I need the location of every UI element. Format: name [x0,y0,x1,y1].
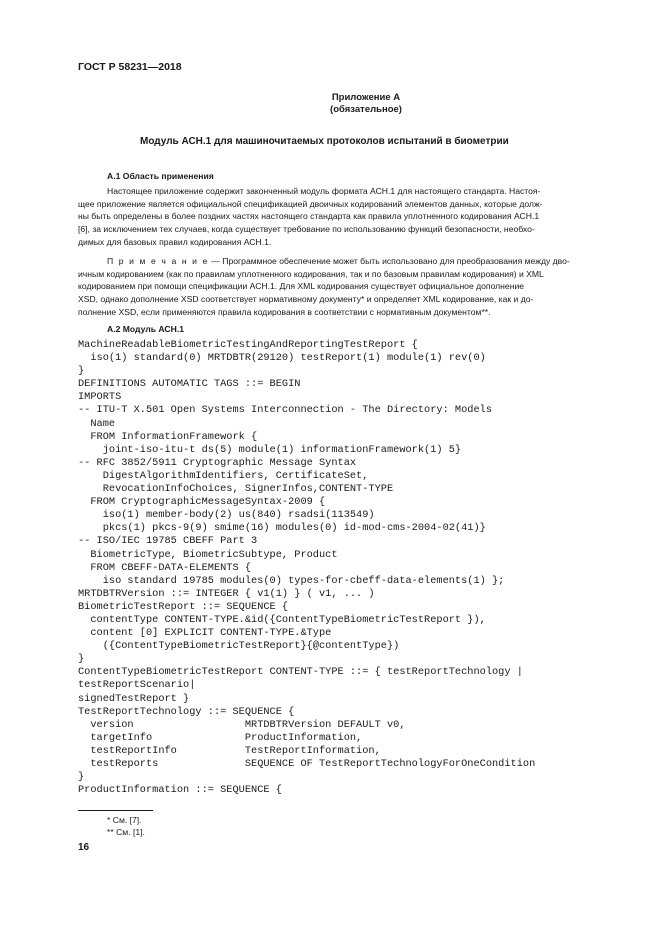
note-line: XSD, однако дополнение XSD соответствует нормативному документу* и определяет XML кодирование, как и до- [78,294,534,305]
code-line: BiometricType, BiometricSubtype, Product [78,548,338,561]
code-line: version MRTDBTRVersion DEFAULT v0, [78,718,406,731]
code-line: } [78,771,85,784]
paragraph-line: Настоящее приложение содержит законченный модуль формата АСН.1 для настоящего стандарта. Настоя- [107,186,541,196]
note-line: — Программное обеспечение может быть использовано для преобразования между дво- [208,256,570,266]
asn1-code-block [78,339,535,797]
code-line: IMPORTS [78,391,122,404]
code-line: -- ISO/IEC 19785 CBEFF Part 3 [78,535,258,548]
code-line: BiometricTestReport ::= SEQUENCE { [78,600,289,613]
note-line: кодированием при помощи спецификации АСН.1. Для XML кодирования существует официальное дополнение [78,281,525,292]
code-line: joint-iso-itu-t ds(5) module(1) informationFramework(1) 5} [78,443,462,456]
code-line: contentType CONTENT-TYPE.&id({ContentTypeBiometricTestReport }), [78,613,486,626]
note-first-line [78,255,570,268]
annex-status: (обязательное) [330,104,402,115]
paragraph-line: [6], за исключением тех случаев, когда существует требование по использованию функций безопасности, необхо- [78,224,535,235]
code-line: } [78,653,85,666]
module-title: Модуль АСН.1 для машиночитаемых протоколов испытаний в биометрии [140,136,509,147]
footnote-1: * См. [7]. [107,815,142,825]
code-line: MRTDBTRVersion ::= INTEGER { v1(1) } ( v1, ... ) [78,587,375,600]
code-line: DEFINITIONS AUTOMATIC TAGS ::= BEGIN [78,378,301,391]
code-line: FROM CryptographicMessageSyntax-2009 { [78,496,326,509]
code-line: MachineReadableBiometricTestingAndReportingTestReport { [78,339,418,351]
code-line: iso(1) standard(0) MRTDBTR(29120) testReport(1) module(1) rev(0) [78,352,486,365]
code-line: iso standard 19785 modules(0) types-for-cbeff-data-elements(1) }; [78,574,505,587]
paragraph-line: ны быть определены в более поздних частях настоящего стандарта как правила уплотненного кодирования АСН.1 [78,211,540,222]
code-line: -- RFC 3852/5911 Cryptographic Message Syntax [78,456,357,469]
note-line: полнение XSD, если применяются правила кодирования в соответствии с нормативным документом**. [78,306,491,317]
code-line: ContentTypeBiometricTestReport CONTENT-TYPE ::= { testReportTechnology | [78,666,523,679]
section-heading-module: А.2 Модуль АСН.1 [107,324,184,334]
code-line: iso(1) member-body(2) us(840) rsadsi(113549) [78,509,375,522]
section-heading-scope: А.1 Область применения [107,171,214,181]
code-line: targetInfo ProductInformation, [78,731,363,744]
note-paragraph [78,255,570,319]
code-line: signedTestReport } [78,692,190,705]
paragraph-line: димых для базовых правил кодирования АСН.1. [78,236,272,247]
scope-paragraph [78,185,543,249]
code-line: testReportScenario| [78,679,196,692]
note-line: ичным кодированием (как по правилам уплотненного кодирования, так и по базовым правилам кодирования) и XML [78,268,544,279]
note-label: П р и м е ч а н и е [107,256,209,266]
code-line: testReports SEQUENCE OF TestReportTechnologyForOneCondition [78,758,536,770]
code-line: Name [78,417,116,430]
page-number: 16 [78,842,90,853]
annex-title: Приложение А [331,92,401,103]
code-line: testReportInfo TestReportInformation, [78,744,381,757]
code-line: ({ContentTypeBiometricTestReport}{@contentType}) [78,640,400,653]
code-line: DigestAlgorithmIdentifiers, CertificateSet, [78,469,369,482]
code-line: FROM InformationFramework { [78,430,258,443]
code-line: FROM CBEFF-DATA-ELEMENTS { [78,561,252,574]
standard-header: ГОСТ Р 58231—2018 [78,61,182,73]
code-line: } [78,365,85,378]
footnote-divider [78,810,153,811]
footnote-2: ** См. [1]. [107,827,145,837]
code-line: TestReportTechnology ::= SEQUENCE { [78,705,295,718]
code-line: ProductInformation ::= SEQUENCE { [78,784,282,797]
code-line: RevocationInfoChoices, SignerInfos,CONTENT-TYPE [78,483,394,496]
code-line: pkcs(1) pkcs-9(9) smime(16) modules(0) id-mod-cms-2004-02(41)} [78,522,486,535]
code-line: content [0] EXPLICIT CONTENT-TYPE.&Type [78,627,332,640]
code-line: -- ITU-T X.501 Open Systems Interconnection - The Directory: Models [78,404,493,417]
paragraph-line: щее приложение является официальной спецификацией двоичных кодирований элементов данных, которые долж- [78,198,543,209]
